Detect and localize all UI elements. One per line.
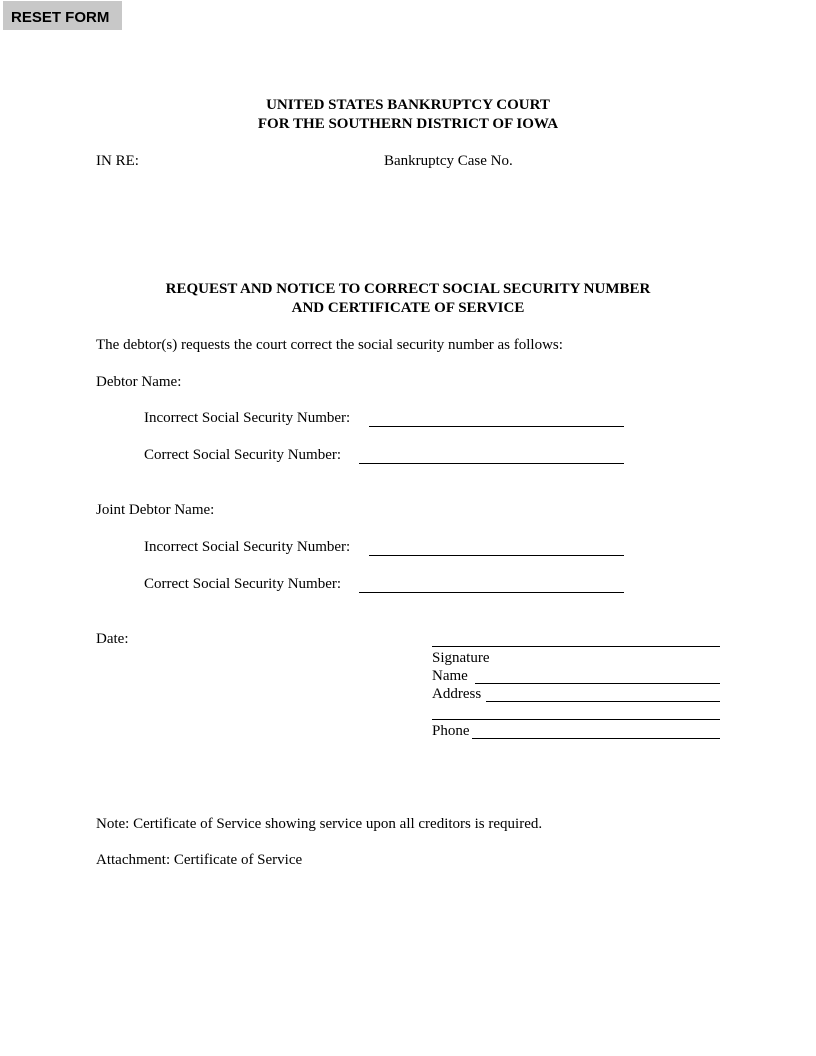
address-field-line2[interactable] (432, 719, 720, 720)
form-title-line2: AND CERTIFICATE OF SERVICE (291, 300, 525, 316)
signature-field[interactable] (432, 646, 720, 647)
name-label: Name (432, 668, 468, 684)
joint-debtor-incorrect-ssn-label: Incorrect Social Security Number: (144, 539, 351, 555)
case-number-label: Bankruptcy Case No. (384, 153, 513, 169)
debtor-incorrect-ssn-field[interactable] (369, 426, 624, 427)
debtor-incorrect-ssn-label: Incorrect Social Security Number: (144, 410, 351, 426)
phone-field[interactable] (472, 738, 720, 739)
debtor-correct-ssn-field[interactable] (359, 463, 624, 464)
in-re-label: IN RE: (96, 153, 139, 169)
intro-text: The debtor(s) requests the court correct the social security number as follows: (96, 337, 563, 353)
court-name-line2: FOR THE SOUTHERN DISTRICT OF IOWA (257, 116, 559, 132)
joint-debtor-correct-ssn-field[interactable] (359, 592, 624, 593)
court-name-line1: UNITED STATES BANKRUPTCY COURT (266, 97, 550, 113)
debtor-name-label: Debtor Name: (96, 374, 182, 390)
form-title-line1: REQUEST AND NOTICE TO CORRECT SOCIAL SECURITY NUMBER (165, 281, 651, 297)
joint-debtor-correct-ssn-label: Correct Social Security Number: (144, 576, 342, 592)
signature-label: Signature (432, 650, 490, 666)
attachment-text: Attachment: Certificate of Service (96, 852, 303, 868)
date-label: Date: (96, 631, 129, 647)
name-field[interactable] (475, 683, 720, 684)
note-text: Note: Certificate of Service showing service upon all creditors is required. (96, 816, 543, 832)
phone-label: Phone (432, 723, 470, 739)
debtor-correct-ssn-label: Correct Social Security Number: (144, 447, 342, 463)
reset-form-button[interactable]: RESET FORM (3, 1, 122, 30)
address-label: Address (432, 686, 482, 702)
joint-debtor-incorrect-ssn-field[interactable] (369, 555, 624, 556)
joint-debtor-name-label: Joint Debtor Name: (96, 502, 215, 518)
address-field-line1[interactable] (486, 701, 720, 702)
